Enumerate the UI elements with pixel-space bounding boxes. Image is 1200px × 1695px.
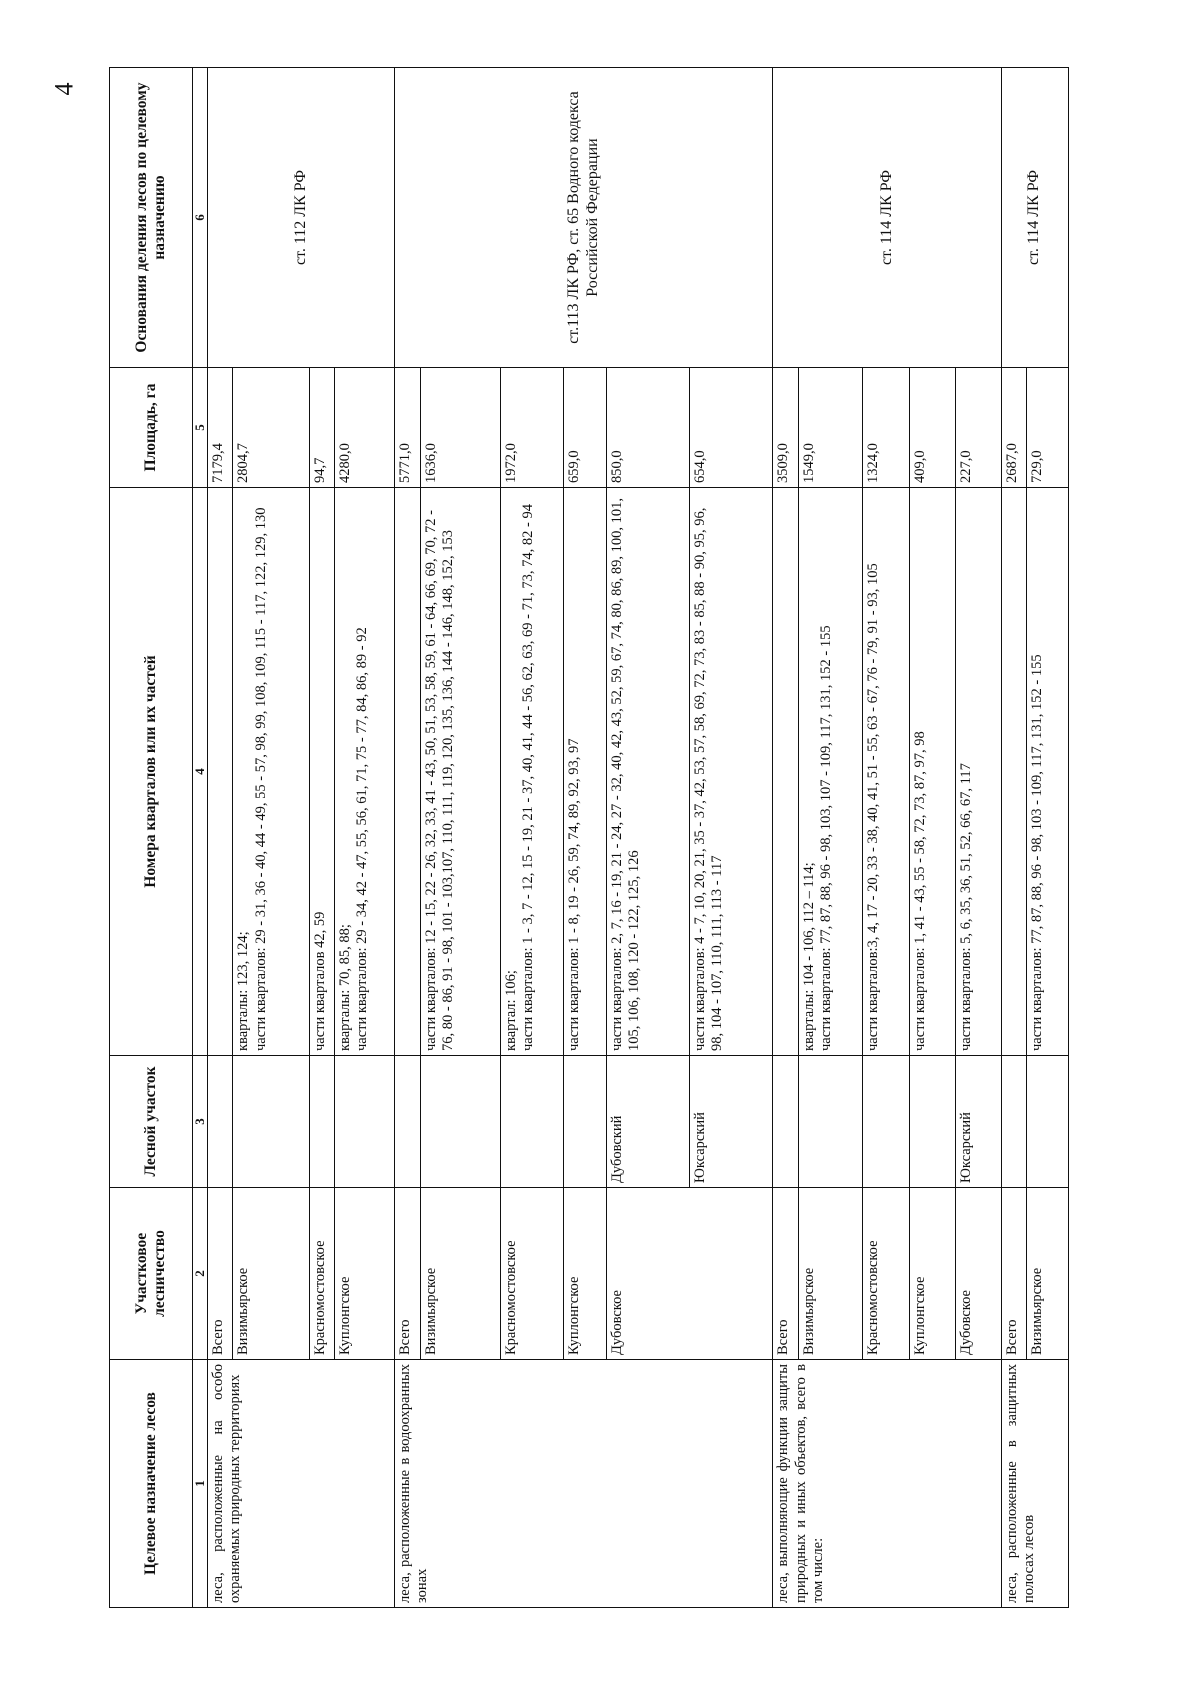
forestry-cell: Дубовское [955,1188,1001,1360]
total-area: 5771,0 [395,368,420,488]
plot-cell [501,1056,563,1188]
total-area: 3509,0 [773,368,798,488]
header-purpose: Целевое назначение лесов [110,1360,193,1608]
header-area: Площадь, га [110,368,193,488]
total-label: Всего [773,1188,798,1360]
page-number: 4 [49,82,79,96]
plot-cell [1027,1056,1069,1188]
plot-cell [395,1056,420,1188]
header-basis: Основания деления лесов по целевому назначению [110,68,193,368]
column-number: 4 [193,488,208,1056]
plot-cell [309,1056,334,1188]
plot-cell: Дубовский [607,1056,690,1188]
quarters-cell: части кварталов: 77, 87, 88, 96 - 98, 103 - 109, 117, 131, 152 - 155 [1027,488,1069,1056]
forestry-cell: Дубовское [607,1188,773,1360]
plot-cell [335,1056,395,1188]
forestry-cell: Красномостовское [501,1188,563,1360]
quarters-cell: части кварталов: 1 - 8, 19 - 26, 59, 74, 89, 92, 93, 97 [563,488,607,1056]
quarters-cell [1001,488,1026,1056]
area-cell: 94,7 [309,368,334,488]
column-number-row [193,68,208,1608]
total-label: Всего [208,1188,233,1360]
quarters-cell [208,488,233,1056]
area-cell: 1636,0 [420,368,501,488]
plot-cell [1001,1056,1026,1188]
column-number: 3 [193,1056,208,1188]
table-row [773,68,798,1608]
quarters-cell [395,488,420,1056]
basis-cell: ст.113 ЛК РФ, ст. 65 Водного кодекса Российской Федерации [395,68,773,368]
quarters-cell: кварталы: 123, 124; части кварталов: 29 - 31, 36 - 40, 44 - 49, 55 - 57, 98, 99, 108, 109, 115 - 117, 122, 129, 130 [233,488,309,1056]
total-area: 2687,0 [1001,368,1026,488]
total-label: Всего [1001,1188,1026,1360]
quarters-cell: кварталы: 104 - 106, 112 – 114; части кварталов: 77, 87, 88, 96 - 98, 103, 107 - 109, 117, 131, 152 - 155 [798,488,863,1056]
basis-cell: ст. 114 ЛК РФ [773,68,1001,368]
forestry-cell: Красномостовское [309,1188,334,1360]
area-cell: 227,0 [955,368,1001,488]
purpose-cell: леса, расположенные в защитных полосах лесов [1001,1360,1068,1608]
quarters-cell: части кварталов: 1, 41 - 43, 55 - 58, 72, 73, 87, 97, 98 [909,488,955,1056]
quarters-cell: части кварталов 42, 59 [309,488,334,1056]
purpose-cell: леса, расположенные в водоохранных зонах [395,1360,773,1608]
area-cell: 409,0 [909,368,955,488]
forestry-cell: Куплонгское [909,1188,955,1360]
plot-cell [863,1056,909,1188]
quarters-cell: части кварталов: 12 - 15, 22 - 26, 32, 33, 41 - 43, 50, 51, 53, 58, 59, 61 - 64, 66, 69, 70, 72 - 76, 80 - 86, 91 - 98, 101 - 103,107, 110, 111, 119, 120, 135, 136, 144 - 146, 148, 152, 153 [420,488,501,1056]
area-cell: 654,0 [690,368,773,488]
forest-purpose-table [109,67,1069,1608]
area-cell: 1324,0 [863,368,909,488]
area-cell: 729,0 [1027,368,1069,488]
plot-cell [563,1056,607,1188]
quarters-cell: части кварталов: 2, 7, 16 - 19, 21 - 24, 27 - 32, 40, 42, 43, 52, 59, 67, 74, 80, 86, 89, 100, 101, 105, 106, 108, 120 - 122, 125, 126 [607,488,690,1056]
table-row [208,68,233,1608]
quarters-cell: части кварталов:3, 4, 17 - 20, 33 - 38, 40, 41, 51 - 55, 63 - 67, 76 - 79, 91 - 93, 105 [863,488,909,1056]
total-area: 7179,4 [208,368,233,488]
forestry-cell: Визимьярское [1027,1188,1069,1360]
quarters-cell [773,488,798,1056]
plot-cell [798,1056,863,1188]
purpose-cell: леса, выполняющие функции защиты природных и иных объектов, всего в том числе: [773,1360,1001,1608]
plot-cell [773,1056,798,1188]
quarters-cell: части кварталов: 5, 6, 35, 36, 51, 52, 66, 67, 117 [955,488,1001,1056]
header-plot: Лесной участок [110,1056,193,1188]
total-label: Всего [395,1188,420,1360]
plot-cell: Юксарский [690,1056,773,1188]
purpose-cell: леса, расположенные на особо охраняемых природных территориях [208,1360,395,1608]
plot-cell [208,1056,233,1188]
forestry-cell: Красномостовское [863,1188,909,1360]
forestry-cell: Визимьярское [798,1188,863,1360]
plot-cell: Юксарский [955,1056,1001,1188]
column-number: 2 [193,1188,208,1360]
plot-cell [233,1056,309,1188]
table-row [1001,68,1026,1608]
area-cell: 1972,0 [501,368,563,488]
column-number: 5 [193,368,208,488]
table-row [395,68,420,1608]
header-row [110,68,193,1608]
quarters-cell: квартал: 106; части кварталов: 1 - 3, 7 - 12, 15 - 19, 21 - 37, 40, 41, 44 - 56, 62, 63, 69 - 71, 73, 74, 82 - 94 [501,488,563,1056]
forestry-cell: Визимьярское [233,1188,309,1360]
area-cell: 1549,0 [798,368,863,488]
forestry-cell: Визимьярское [420,1188,501,1360]
column-number: 6 [193,68,208,368]
forestry-cell: Куплонгское [335,1188,395,1360]
rotated-table-sheet [109,68,1069,1608]
quarters-cell: кварталы: 70, 85, 88; части кварталов: 29 - 34, 42 - 47, 55, 56, 61, 71, 75 - 77, 84, 86, 89 - 92 [335,488,395,1056]
area-cell: 850,0 [607,368,690,488]
plot-cell [420,1056,501,1188]
quarters-cell: части кварталов: 4 - 7, 10, 20, 21, 35 - 37, 42, 53, 57, 58, 69, 72, 73, 83 - 85, 88 - 90, 95, 96, 98, 104 - 107, 110, 111, 113 - 117 [690,488,773,1056]
area-cell: 2804,7 [233,368,309,488]
column-number: 1 [193,1360,208,1608]
header-quarters: Номера кварталов или их частей [110,488,193,1056]
basis-cell: ст. 112 ЛК РФ [208,68,395,368]
forestry-cell: Куплонгское [563,1188,607,1360]
area-cell: 659,0 [563,368,607,488]
plot-cell [909,1056,955,1188]
header-forestry: Участковое лесничество [110,1188,193,1360]
area-cell: 4280,0 [335,368,395,488]
basis-cell: ст. 114 ЛК РФ [1001,68,1068,368]
